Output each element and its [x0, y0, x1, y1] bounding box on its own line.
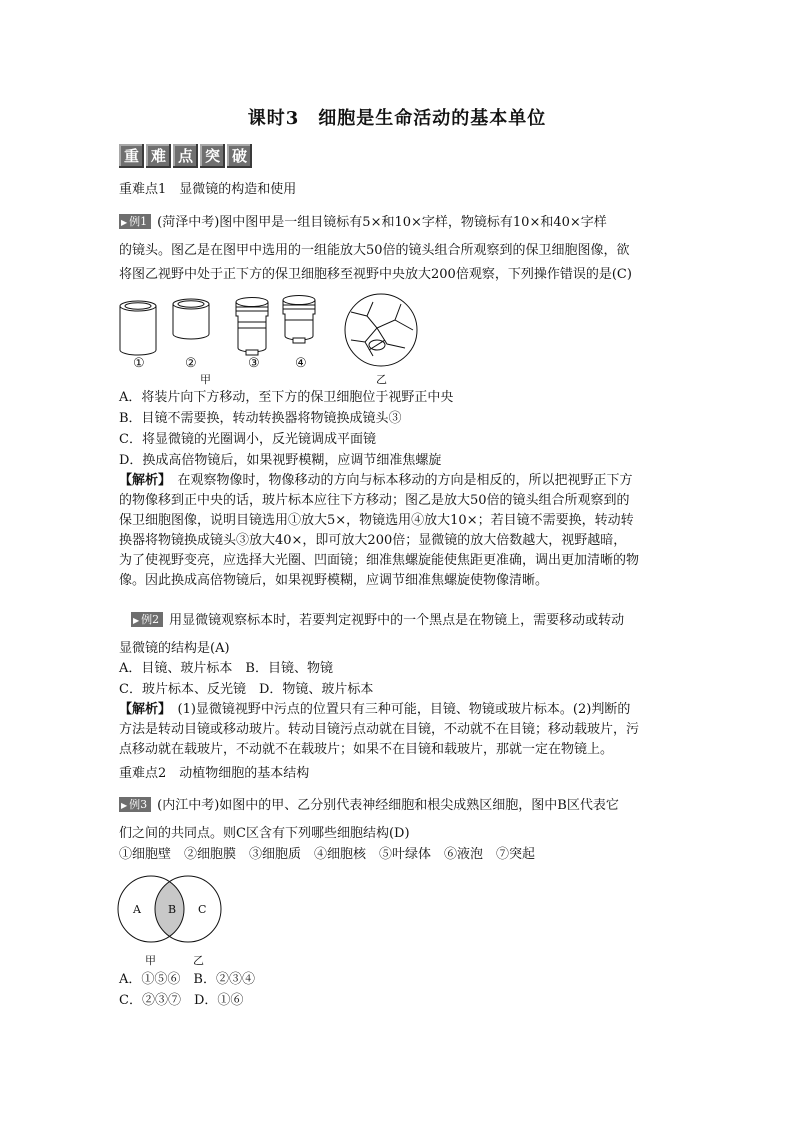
q1-option-b: B．目镜不需要换，转动转换器将物镜换成镜头③	[119, 411, 402, 426]
objective-lens-4	[283, 296, 315, 344]
example-tag	[119, 214, 151, 229]
q3-items: ①细胞壁 ②细胞膜 ③细胞质 ④细胞核 ⑤叶绿体 ⑥液泡 ⑦突起	[119, 847, 536, 862]
analysis-line: 点移动就在载玻片，不动就不在载玻片；如果不在目镜和载玻片，那就一定在物镜上。	[119, 742, 614, 757]
analysis-label: 【解析】	[119, 473, 165, 488]
q1-option-c: C．将显微镜的光圈调小，反光镜调成平面镜	[119, 432, 376, 447]
example-tag	[119, 797, 151, 812]
triangle-icon: ▶	[121, 218, 128, 227]
analysis-line: 为了使视野变亮，应选择大光圈、凹面镜；细准焦螺旋能使焦距更准确，调出更加清晰的物	[119, 553, 640, 568]
q2-line1	[131, 612, 624, 629]
field-of-view-circle	[345, 294, 417, 366]
figure-caption-a: 甲	[200, 373, 211, 386]
q2-text: 用显微镜观察标本时，若要判定视野中的一个黑点是在物镜上，需要移动或转动	[169, 613, 625, 628]
triangle-icon: ▶	[121, 801, 128, 810]
q1-option-a: A．将装片向下方移动，至下方的保卫细胞位于视野正中央	[119, 390, 454, 405]
analysis-line: 在观察物像时，物像移动的方向与标本移动的方向是相反的，所以把视野正下方	[164, 473, 633, 488]
example-tag-label: 例2	[141, 613, 160, 626]
analysis-line: 保卫细胞图像，说明目镜选用①放大5×，物镜选用④放大10×；若目镜不需要换，转动转	[119, 513, 634, 528]
analysis-line: 换器将物镜换成镜头③放大40×，即可放大200倍；显微镜的放大倍数越大，视野越暗，	[119, 533, 627, 548]
q1-text: (菏泽中考)图中图甲是一组目镜标有5×和10×字样，物镜标有10×和40×字样	[157, 215, 607, 230]
q3-text: (内江中考)如图中的甲、乙分别代表神经细胞和根尖成熟区细胞，图中B区代表它	[157, 798, 619, 813]
analysis-line: (1)显微镜视野中污点的位置只有三种可能，目镜、物镜或玻片标本。(2)判断的	[164, 702, 631, 717]
triangle-icon: ▶	[133, 616, 140, 625]
eyepiece-lens-1	[120, 301, 156, 355]
banner-char: 破	[227, 144, 252, 168]
q3-options-row1: A．①⑤⑥ B．②③④	[119, 972, 255, 987]
objective-lens-3	[236, 298, 268, 356]
section-heading-1: 重难点1 显微镜的构造和使用	[119, 182, 297, 197]
q3-options-row2: C．②③⑦ D．①⑥	[119, 993, 244, 1008]
figure-caption-b: 乙	[376, 373, 387, 386]
section-heading-2: 重难点2 动植物细胞的基本结构	[119, 766, 310, 781]
venn-caption-left: 甲	[145, 954, 156, 967]
microscope-lens-figure	[115, 290, 425, 382]
q1-line2: 的镜头。图乙是在图甲中选用的一组能放大50倍的镜头组合所观察到的保卫细胞图像，欲	[119, 243, 630, 258]
lens-label-2: ②	[185, 356, 197, 371]
q1-line3: 将图乙视野中处于正下方的保卫细胞移至视野中央放大200倍观察，下列操作错误的是(C)	[119, 267, 632, 282]
example-tag-label: 例1	[129, 215, 148, 228]
banner-char: 点	[173, 144, 198, 168]
q2-options-row1: A．目镜、玻片标本 B．目镜、物镜	[119, 661, 333, 676]
eyepiece-lens-2	[173, 299, 209, 339]
banner-char: 重	[119, 144, 144, 168]
analysis-label: 【解析】	[119, 702, 165, 717]
q3-line1	[119, 797, 619, 814]
analysis-line: 方法是转动目镜或移动玻片。转动目镜污点动就在目镜，不动就不在目镜；移动载玻片，污	[119, 722, 640, 737]
page-title: 课时3 细胞是生命活动的基本单位	[247, 108, 547, 129]
section-banner	[119, 144, 252, 168]
venn-caption-right: 乙	[193, 954, 204, 967]
q3-line2: 们之间的共同点。则C区含有下列哪些细胞结构(D)	[119, 826, 410, 841]
q2-line2: 显微镜的结构是(A)	[119, 641, 230, 656]
lens-label-3: ③	[248, 356, 260, 371]
lens-label-1: ①	[133, 356, 145, 371]
q2-options-row2: C．玻片标本、反光镜 D．物镜、玻片标本	[119, 682, 374, 697]
q1-line1	[119, 214, 607, 231]
analysis-line: 像。因此换成高倍物镜后，如果视野模糊，应调节细准焦螺旋使物像清晰。	[119, 573, 549, 588]
example-tag	[131, 612, 163, 627]
lens-label-4: ④	[295, 356, 307, 371]
banner-char: 突	[200, 144, 225, 168]
venn-label-b: B	[168, 903, 177, 916]
analysis-line: 的物像移到正中央的话，玻片标本应往下方移动；图乙是放大50倍的镜头组合所观察到的	[119, 493, 630, 508]
banner-char: 难	[146, 144, 171, 168]
q1-option-d: D．换成高倍物镜后，如果视野模糊，应调节细准焦螺旋	[119, 453, 442, 468]
venn-label-a: A	[133, 903, 141, 916]
venn-label-c: C	[198, 903, 207, 916]
q1-analysis	[119, 471, 675, 591]
q2-analysis	[119, 700, 675, 760]
example-tag-label: 例3	[129, 798, 148, 811]
